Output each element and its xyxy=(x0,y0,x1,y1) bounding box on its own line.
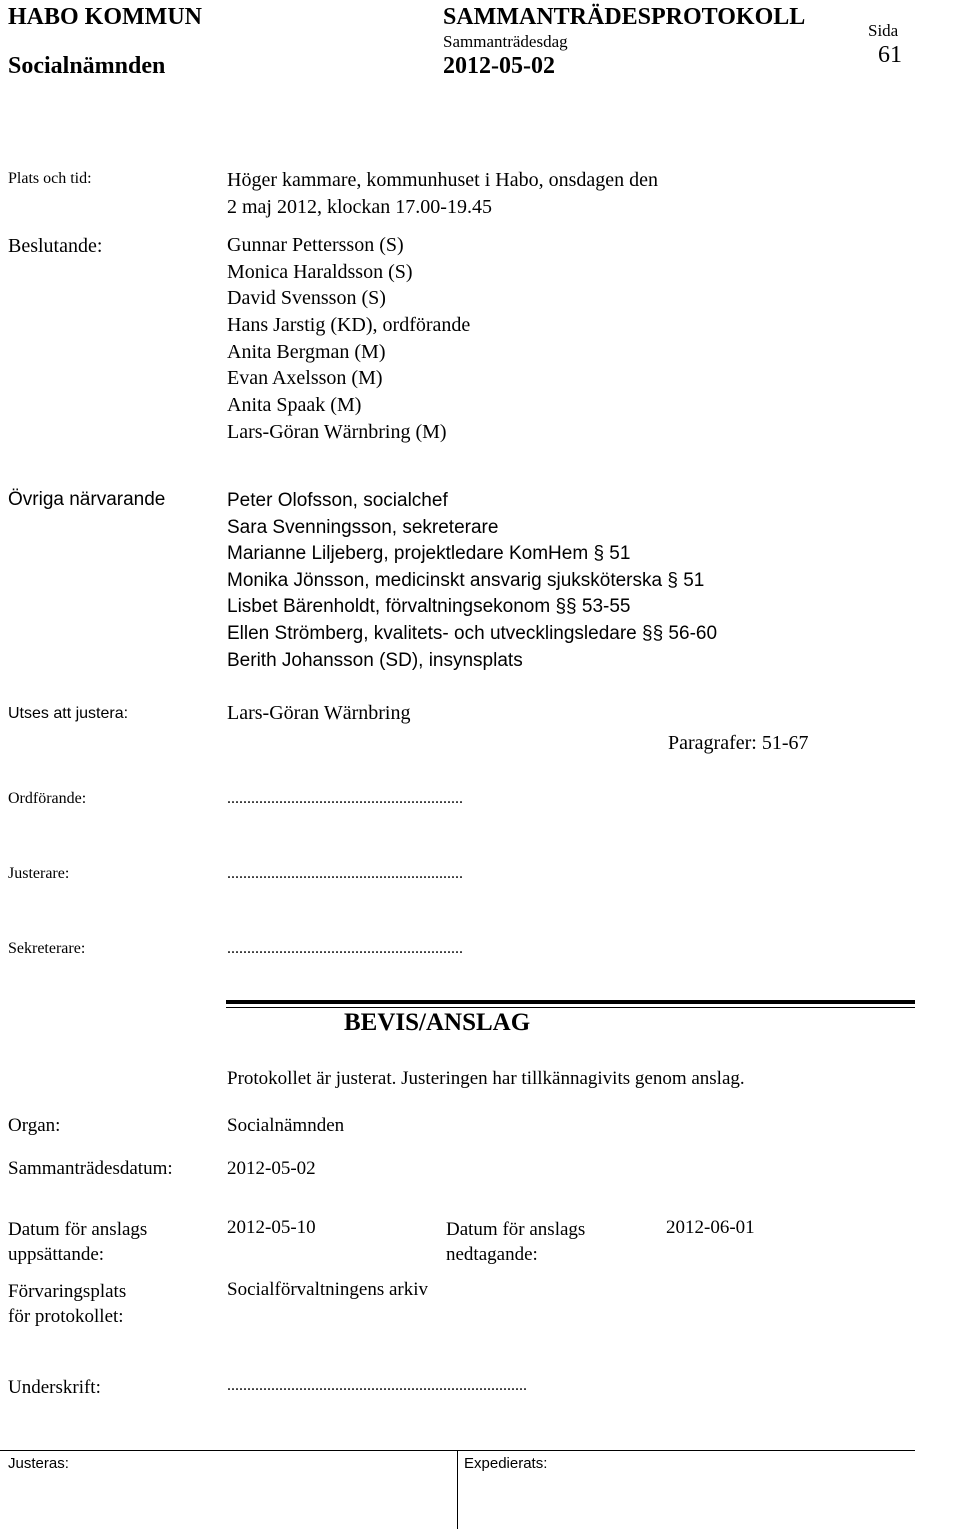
attendee-item: Monika Jönsson, medicinskt ansvarig sjuksköterska § 51 xyxy=(227,569,705,591)
notice-divider-thin xyxy=(226,1007,915,1008)
removed-date-value: 2012-06-01 xyxy=(666,1217,755,1238)
deciding-label: Beslutande: xyxy=(8,235,103,257)
member-item: Gunnar Pettersson (S) xyxy=(227,234,404,256)
adjuster-signature-line: ........................................................... xyxy=(227,865,463,882)
member-item: Lars-Göran Wärnbring (M) xyxy=(227,420,447,443)
footer-column-divider xyxy=(457,1450,458,1529)
notice-title: BEVIS/ANSLAG xyxy=(344,1009,531,1036)
member-item: Monica Haraldsson (S) xyxy=(227,260,413,283)
notice-divider-thick xyxy=(226,1000,915,1004)
attendee-item: Marianne Liljeberg, projektledare KomHem § 51 xyxy=(227,543,631,565)
attendee-item: Ellen Strömberg, kvalitets- och utvecklingsledare §§ 56-60 xyxy=(227,622,718,644)
member-item: Anita Spaak (M) xyxy=(227,394,362,417)
meeting-day-label: Sammanträdesdag xyxy=(443,32,568,51)
signature-line: ........................................................................... xyxy=(227,1377,527,1394)
page-label: Sida xyxy=(868,21,899,40)
attendee-item: Sara Svenningsson, sekreterare xyxy=(227,516,499,538)
posted-date-label-line: uppsättande: xyxy=(8,1244,105,1265)
page-number: 61 xyxy=(878,42,902,68)
secretary-label: Sekreterare: xyxy=(8,940,86,957)
meeting-date: 2012-05-02 xyxy=(443,53,555,79)
others-present-list xyxy=(227,488,717,674)
document-type: SAMMANTRÄDESPROTOKOLL xyxy=(443,4,806,30)
member-item: Anita Bergman (M) xyxy=(227,340,386,363)
meeting-date-label: Sammanträdesdatum: xyxy=(8,1158,173,1179)
posted-date-label-line: Datum för anslags xyxy=(8,1219,148,1240)
chair-label: Ordförande: xyxy=(8,790,87,807)
place-time-label: Plats och tid: xyxy=(8,170,92,187)
chair-signature-line: ........................................................... xyxy=(227,790,463,807)
secretary-signature-line: ........................................................... xyxy=(227,940,463,957)
member-item: Evan Axelsson (M) xyxy=(227,367,383,390)
signature-label: Underskrift: xyxy=(8,1377,101,1398)
organ-label: Organ: xyxy=(8,1115,61,1136)
attendee-item: Lisbet Bärenholdt, förvaltningsekonom §§ 53-55 xyxy=(227,596,631,618)
adjusted-label: Justeras: xyxy=(8,1455,69,1472)
storage-label-line: Förvaringsplats xyxy=(8,1281,127,1302)
removed-date-label xyxy=(446,1217,585,1267)
removed-date-label-line: nedtagande: xyxy=(446,1244,538,1265)
member-item: Hans Jarstig (KD), ordförande xyxy=(227,314,471,337)
member-item: David Svensson (S) xyxy=(227,287,386,310)
adjuster-name: Lars-Göran Wärnbring xyxy=(227,702,411,724)
posted-date-label xyxy=(8,1217,147,1267)
adjuster-signature-label: Justerare: xyxy=(8,865,70,882)
organization-name: HABO KOMMUN xyxy=(8,4,202,30)
notice-statement: Protokollet är justerat. Justeringen har tillkännagivits genom anslag. xyxy=(227,1068,745,1089)
removed-date-label-line: Datum för anslags xyxy=(446,1219,586,1240)
paragraphs-range: Paragrafer: 51-67 xyxy=(668,732,809,754)
attendee-item: Peter Olofsson, socialchef xyxy=(227,490,448,511)
place-time-line: 2 maj 2012, klockan 17.00-19.45 xyxy=(227,195,492,218)
adjuster-label: Utses att justera: xyxy=(8,705,129,722)
meeting-date-value: 2012-05-02 xyxy=(227,1158,316,1179)
attendee-item: Berith Johansson (SD), insynsplats xyxy=(227,649,523,671)
place-time-value xyxy=(227,167,658,220)
deciding-members-list xyxy=(227,232,470,446)
organ-value: Socialnämnden xyxy=(227,1115,345,1136)
place-time-line: Höger kammare, kommunhuset i Habo, onsdagen den xyxy=(227,169,659,191)
others-present-label: Övriga närvarande xyxy=(8,489,166,510)
storage-value: Socialförvaltningens arkiv xyxy=(227,1279,429,1300)
storage-label xyxy=(8,1279,126,1329)
dispatched-label: Expedierats: xyxy=(464,1455,548,1472)
storage-label-line: för protokollet: xyxy=(8,1306,124,1327)
posted-date-value: 2012-05-10 xyxy=(227,1217,316,1238)
board-name: Socialnämnden xyxy=(8,53,166,79)
